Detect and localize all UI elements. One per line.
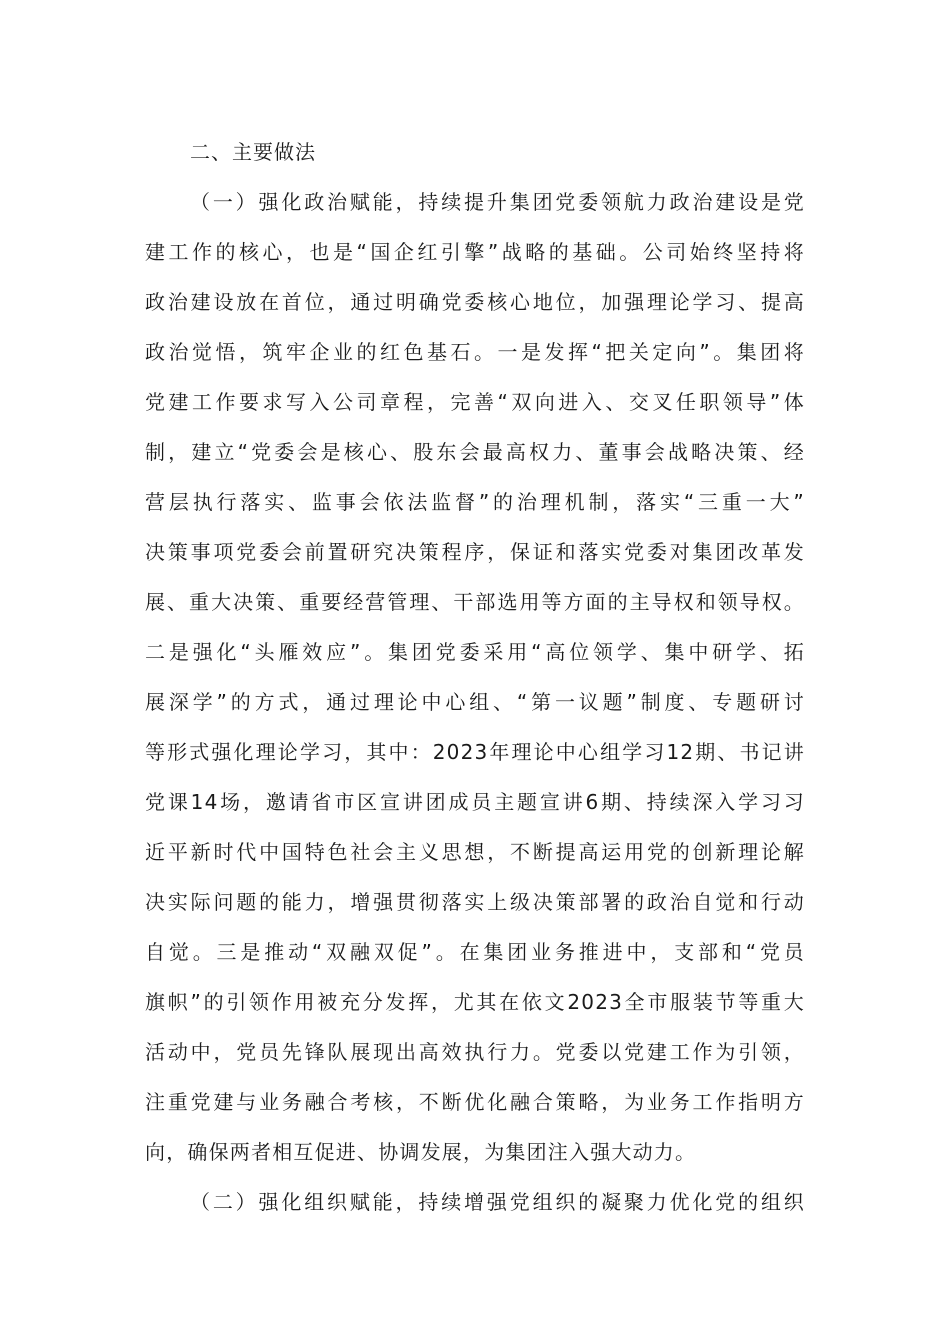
paragraph-1-line-1: （一）强化政治赋能，持续提升集团党委领航力政治建设是党	[190, 190, 805, 214]
paragraph-1-line-11: 展深学”的方式，通过理论中心组、“第一议题”制度、专题研讨	[145, 690, 805, 714]
paragraph-1-line-10: 二是强化“头雁效应”。集团党委采用“高位领学、集中研学、拓	[145, 640, 805, 664]
paragraph-1-line-18: 活动中，党员先锋队展现出高效执行力。党委以党建工作为引领，	[145, 1040, 805, 1064]
paragraph-1-line-14: 近平新时代中国特色社会主义思想，不断提高运用党的创新理论解	[145, 840, 805, 864]
paragraph-1-line-17: 旗帜”的引领作用被充分发挥，尤其在依文2023全市服装节等重大	[145, 990, 805, 1014]
paragraph-1-line-3: 政治建设放在首位，通过明确党委核心地位，加强理论学习、提高	[145, 290, 805, 314]
section-heading: 二、主要做法	[190, 140, 316, 164]
paragraph-1-line-12: 等形式强化理论学习，其中：2023年理论中心组学习12期、书记讲	[145, 740, 805, 764]
paragraph-1-line-15: 决实际问题的能力，增强贯彻落实上级决策部署的政治自觉和行动	[145, 890, 805, 914]
paragraph-1-line-2: 建工作的核心，也是“国企红引擎”战略的基础。公司始终坚持将	[145, 240, 805, 264]
paragraph-1-line-16: 自觉。三是推动“双融双促”。在集团业务推进中，支部和“党员	[145, 940, 805, 964]
paragraph-1-line-8: 决策事项党委会前置研究决策程序，保证和落实党委对集团改革发	[145, 540, 805, 564]
paragraph-1-line-7: 营层执行落实、监事会依法监督”的治理机制，落实“三重一大”	[145, 490, 805, 514]
paragraph-1-line-19: 注重党建与业务融合考核，不断优化融合策略，为业务工作指明方	[145, 1090, 805, 1114]
paragraph-1-line-5: 党建工作要求写入公司章程，完善“双向进入、交叉任职领导”体	[145, 390, 805, 414]
paragraph-1-line-4: 政治觉悟，筑牢企业的红色基石。一是发挥“把关定向”。集团将	[145, 340, 805, 364]
paragraph-1-line-20: 向，确保两者相互促进、协调发展，为集团注入强大动力。	[145, 1140, 697, 1164]
paragraph-2-line-1: （二）强化组织赋能，持续增强党组织的凝聚力优化党的组织	[190, 1190, 805, 1214]
paragraph-1-line-9: 展、重大决策、重要经营管理、干部选用等方面的主导权和领导权。	[145, 590, 805, 614]
paragraph-1-line-6: 制，建立“党委会是核心、股东会最高权力、董事会战略决策、经	[145, 440, 805, 464]
paragraph-1-line-13: 党课14场，邀请省市区宣讲团成员主题宣讲6期、持续深入学习习	[145, 790, 805, 814]
